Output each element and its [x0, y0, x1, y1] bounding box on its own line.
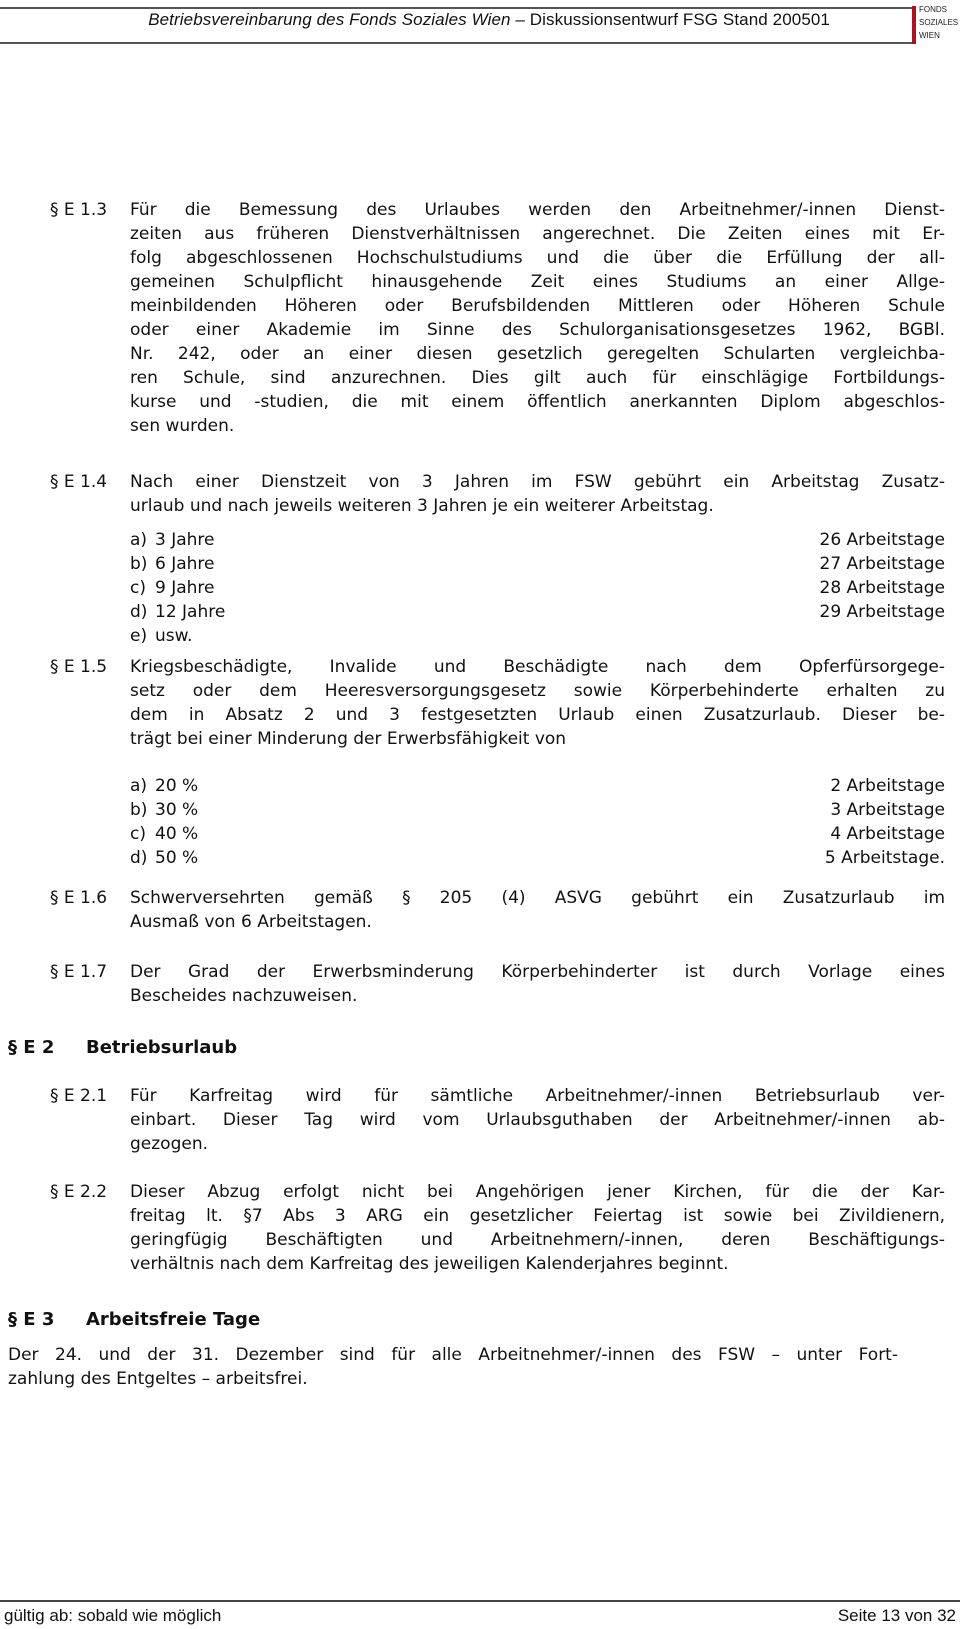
list-item-value: 50 %	[155, 848, 199, 868]
list-item	[130, 798, 945, 822]
logo-text-3: WIEN	[919, 31, 940, 40]
heading-title-e3: Arbeitsfreie Tage	[86, 1309, 261, 1330]
section-text-e13	[130, 198, 945, 438]
text-line: freitag lt. §7 Abs 3 ARG ein gesetzlicher Feiertag ist sowie bei Zivildienern,	[130, 1206, 945, 1226]
text-line: Nach einer Dienstzeit von 3 Jahren im FSW gebührt ein Arbeitstag Zusatz-	[130, 472, 945, 492]
section-text-e3	[8, 1343, 898, 1391]
text-line: setz oder dem Heeresversorgungsgesetz sowie Körperbehinderte erhalten zu	[130, 681, 945, 701]
text-line: trägt bei einer Minderung der Erwerbsfähigkeit von	[130, 729, 567, 749]
section-label-e22: § E 2.2	[50, 1182, 108, 1202]
heading-label-e3: § E 3	[8, 1309, 55, 1330]
list-item-value: 40 %	[155, 824, 199, 844]
header-rule-bottom	[0, 42, 915, 44]
text-line: kurse und -studien, die mit einem öffentlich anerkannten Diplom abgeschlos-	[130, 392, 945, 412]
text-line: Schwerversehrten gemäß § 205 (4) ASVG gebührt ein Zusatzurlaub im	[130, 888, 945, 908]
list-item-key: b)	[130, 554, 148, 574]
list-item	[130, 846, 945, 870]
text-line: Für die Bemessung des Urlaubes werden den Arbeitnehmer/-innen Dienst-	[130, 200, 945, 220]
list-item	[130, 624, 945, 648]
footer-validity: gültig ab: sobald wie möglich	[4, 1606, 222, 1625]
list-item-result: 29 Arbeitstage	[819, 602, 945, 622]
text-line: zeiten aus früheren Dienstverhältnissen angerechnet. Die Zeiten eines mit Er-	[130, 224, 945, 244]
list-item-result: 2 Arbeitstage	[830, 776, 945, 796]
text-line: verhältnis nach dem Karfreitag des jeweiligen Kalenderjahres beginnt.	[130, 1254, 729, 1274]
text-line: Der 24. und der 31. Dezember sind für alle Arbeitnehmer/-innen des FSW – unter Fort-	[8, 1345, 898, 1365]
list-item	[130, 822, 945, 846]
footer-page-number: Seite 13 von 32	[837, 1606, 956, 1625]
text-line: Für Karfreitag wird für sämtliche Arbeitnehmer/-innen Betriebsurlaub ver-	[130, 1086, 945, 1106]
list-item-key: e)	[130, 626, 148, 646]
header-title-italic: Betriebsvereinbarung des Fonds Soziales Wien	[148, 10, 511, 29]
list-item-key: a)	[130, 776, 148, 796]
list-item-result: 26 Arbeitstage	[819, 530, 945, 550]
logo-text-2: SOZIALES	[919, 18, 959, 27]
section-label-e14: § E 1.4	[50, 472, 108, 492]
section-text-e22	[130, 1180, 945, 1276]
text-line: folg abgeschlossenen Hochschulstudiums und die über die Erfüllung der all-	[130, 248, 945, 268]
heading-label-e2: § E 2	[8, 1037, 55, 1058]
footer-rule	[0, 1600, 960, 1602]
list-item-value: 30 %	[155, 800, 199, 820]
section-text-e16	[130, 886, 945, 934]
text-line: Nr. 242, oder an einer diesen gesetzlich geregelten Schularten vergleichba-	[130, 344, 945, 364]
logo-bar	[912, 6, 916, 44]
list-item	[130, 552, 945, 576]
header-rule-top	[0, 7, 915, 9]
text-line: urlaub und nach jeweils weiteren 3 Jahren je ein weiterer Arbeitstag.	[130, 496, 714, 516]
section-label-e13: § E 1.3	[50, 200, 108, 220]
list-item-result: 5 Arbeitstage.	[824, 848, 945, 868]
section-label-e15: § E 1.5	[50, 657, 108, 677]
text-line: Kriegsbeschädigte, Invalide und Beschädigte nach dem Opferfürsorgege-	[130, 657, 945, 677]
section-label-e16: § E 1.6	[50, 888, 108, 908]
list-item-key: d)	[130, 602, 148, 622]
list-item	[130, 576, 945, 600]
document-header-title	[0, 10, 830, 30]
heading-title-e2: Betriebsurlaub	[86, 1037, 238, 1058]
section-text-e15	[130, 655, 945, 751]
list-item	[130, 600, 945, 624]
list-item-key: b)	[130, 800, 148, 820]
text-line: zahlung des Entgeltes – arbeitsfrei.	[8, 1369, 308, 1389]
section-label-e17: § E 1.7	[50, 962, 108, 982]
list-item	[130, 528, 945, 552]
text-line: sen wurden.	[130, 416, 235, 436]
list-item	[130, 774, 945, 798]
fsw-logo	[912, 4, 958, 46]
text-line: einbart. Dieser Tag wird vom Urlaubsguthaben der Arbeitnehmer/-innen ab-	[130, 1110, 945, 1130]
text-line: Der Grad der Erwerbsminderung Körperbehinderter ist durch Vorlage eines	[130, 962, 945, 982]
section-text-e17	[130, 960, 945, 1008]
section-label-e21: § E 2.1	[50, 1086, 108, 1106]
list-item-value: 20 %	[155, 776, 199, 796]
text-line: Dieser Abzug erfolgt nicht bei Angehörigen jener Kirchen, für die der Kar-	[130, 1182, 945, 1202]
list-item-key: d)	[130, 848, 148, 868]
list-item-value: usw.	[155, 626, 193, 646]
list-item-value: 9 Jahre	[155, 578, 215, 598]
list-item-result: 4 Arbeitstage	[830, 824, 945, 844]
list-item-result: 28 Arbeitstage	[819, 578, 945, 598]
header-title-rest: – Diskussionsentwurf FSG Stand 200501	[510, 10, 830, 29]
list-item-key: c)	[130, 578, 146, 598]
list-item-result: 3 Arbeitstage	[830, 800, 945, 820]
section-text-e21	[130, 1084, 945, 1156]
list-item-value: 3 Jahre	[155, 530, 215, 550]
text-line: meinbildenden Höheren oder Berufsbildenden Mittleren oder Höheren Schule	[130, 296, 945, 316]
list-item-key: c)	[130, 824, 146, 844]
text-line: geringfügig Beschäftigten und Arbeitnehmern/-innen, deren Beschäftigungs-	[130, 1230, 945, 1250]
text-line: dem in Absatz 2 und 3 festgesetzten Urlaub einen Zusatzurlaub. Dieser be-	[130, 705, 945, 725]
list-item-value: 12 Jahre	[155, 602, 226, 622]
text-line: Ausmaß von 6 Arbeitstagen.	[130, 912, 372, 932]
section-text-e14	[130, 470, 945, 518]
text-line: gemeinen Schulpflicht hinausgehende Zeit eines Studiums an einer Allge-	[130, 272, 945, 292]
logo-text-1: FONDS	[919, 5, 947, 14]
text-line: Bescheides nachzuweisen.	[130, 986, 358, 1006]
text-line: ren Schule, sind anzurechnen. Dies gilt auch für einschlägige Fortbildungs-	[130, 368, 945, 388]
list-item-key: a)	[130, 530, 148, 550]
list-item-result: 27 Arbeitstage	[819, 554, 945, 574]
text-line: gezogen.	[130, 1134, 209, 1154]
text-line: oder einer Akademie im Sinne des Schulorganisationsgesetzes 1962, BGBl.	[130, 320, 945, 340]
list-item-value: 6 Jahre	[155, 554, 215, 574]
